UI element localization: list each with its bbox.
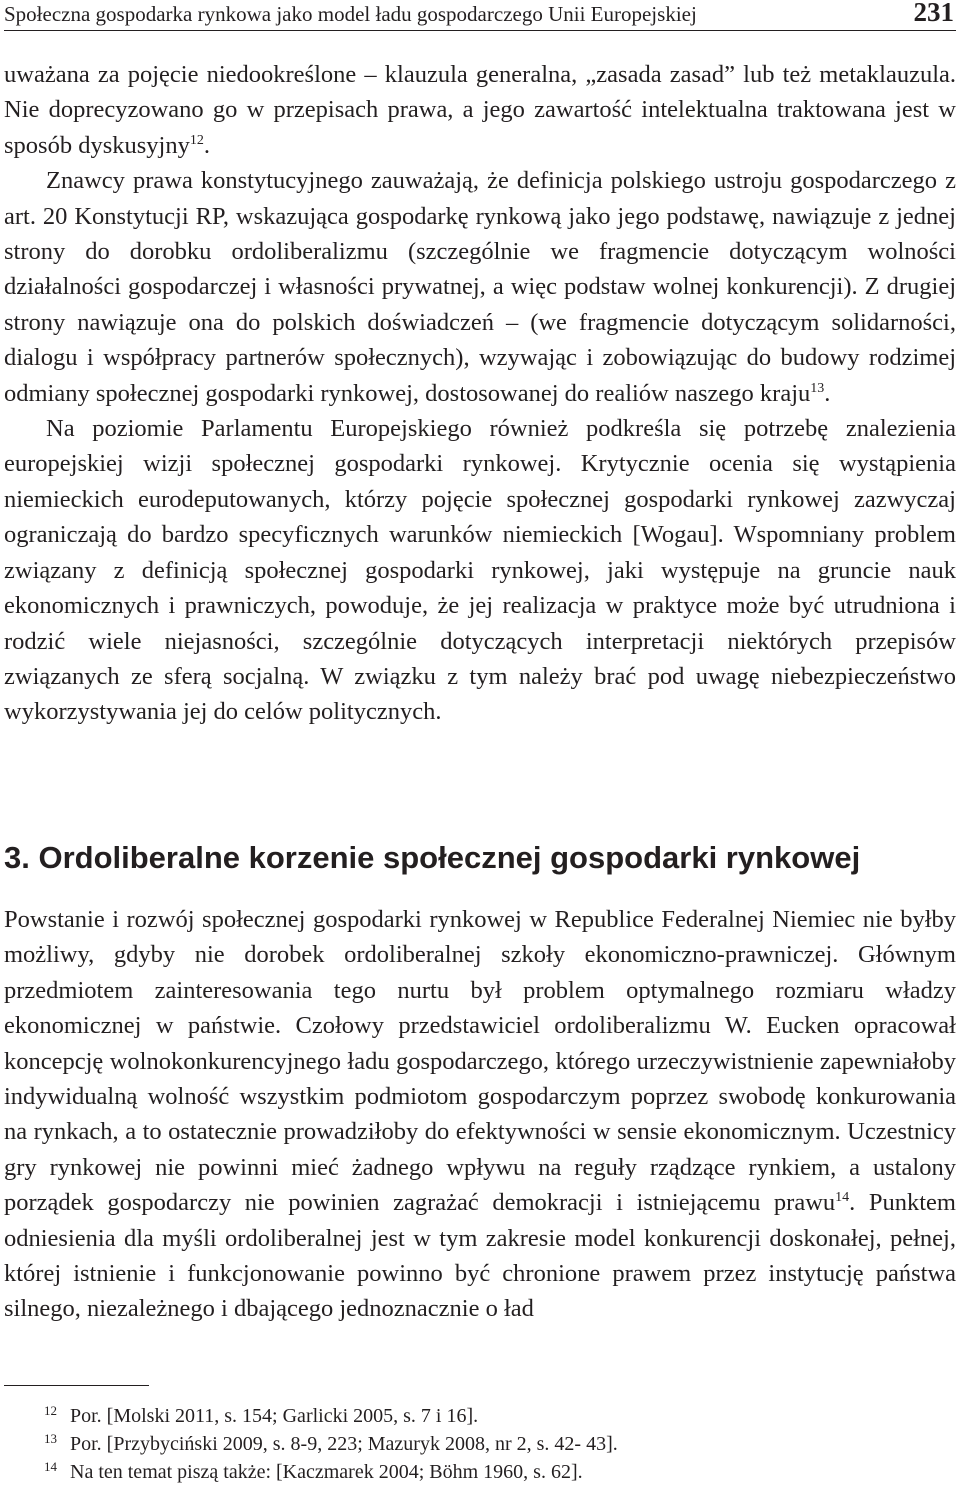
- footnote-text: Por. [Molski 2011, s. 154; Garlicki 2005, s. 7 i 16].: [70, 1405, 479, 1427]
- page-number: 231: [913, 0, 954, 27]
- footnote-ref-12[interactable]: 12: [189, 132, 204, 148]
- footnote-ref-13[interactable]: 13: [810, 380, 825, 396]
- section-heading: 3. Ordoliberalne korzenie społecznej gospodarki rynkowej: [4, 840, 861, 875]
- paragraph-2-text: Znawcy prawa konstytucyjnego zauważają, że definicja polskiego ustroju gospodarczego z art. 20 Konstytucji RP, wskazująca gospodarkę rynkową jako jego podstawę, nawiązuje z jednej strony do dorobku ordoliberalizmu (szczególnie we fragmencie dotyczącym wolności działalności gospodarczej i własności prywatnej, a więc podstaw wolnej konkurencji). Z drugiej strony nawiązuje ona do polskich doświadczeń – (we fragmencie dotyczącym solidarności, dialogu i współpracy partnerów społecznych), wzywając i zobowiązując do budowy rodzimej odmiany społecznej gospodarki rynkowej, dostosowanej do realiów naszego kraju: [4, 167, 956, 407]
- section-paragraph-continuation: . Punktem odniesienia dla myśli ordoliberalnej jest w tym zakresie model konkurencji doskonałej, pełnej, której istnienie i funkcjonowanie powinno być chronione prawem przez instytucję państwa silnego, niezależnego i dbającego jednoznacznie o ład: [4, 1189, 956, 1323]
- section-text: [4, 902, 956, 1327]
- section-paragraph: [4, 902, 956, 1327]
- footnote-number: 12: [44, 1403, 57, 1418]
- footnote-number: 14: [44, 1459, 57, 1474]
- footnote-12: [44, 1402, 944, 1430]
- running-header: [4, 0, 956, 31]
- section-paragraph-text: Powstanie i rozwój społecznej gospodarki rynkowej w Republice Federalnej Niemiec nie byłby możliwy, gdyby nie dorobek ordoliberalnej szkoły ekonomiczno-prawniczej. Głównym przedmiotem zainteresowania tego nurtu był problem optymalnego rozmiaru władzy ekonomicznej w państwie. Czołowy przedstawiciel ordoliberalizmu W. Eucken opracował koncepcję wolnokonkurencyjnego ładu gospodarczego, którego urzeczywistnienie zapewniałoby indywidualną wolność wszystkim podmiotom gospodarczym poprzez swobodę konkurowania na rynkach, a to ostatecznie prowadziłoby do efektywności w sensie ekonomicznym. Uczestnicy gry rynkowej nie powinni mieć żadnego wpływu na reguły rządzące rynkiem, a ustalony porządek gospodarczy nie powinien zagrażać demokracji i istniejącemu prawu: [4, 906, 956, 1217]
- paragraph-1: [4, 57, 956, 163]
- footnote-text: Na ten temat piszą także: [Kaczmarek 2004; Böhm 1960, s. 62].: [70, 1461, 583, 1483]
- paragraph-2-end: .: [824, 379, 831, 407]
- paragraph-3: Na poziomie Parlamentu Europejskiego również podkreśla się potrzebę znalezienia europejskiej wizji społecznej gospodarki rynkowej. Krytycznie ocenia się wystąpienia niemieckich eurodeputowanych, którzy pojęcie społecznej gospodarki rynkowej zazwyczaj ograniczają do bardzo specyficznych warunków niemieckich [Wogau]. Wspomniany problem związany z definicją społecznej gospodarki rynkowej, jaki występuje na gruncie nauk ekonomicznych i prawniczych, powoduje, że jej realizacja w praktyce może być utrudniona i rodzić wiele niejasności, szczególnie dotyczących interpretacji niektórych przepisów związanych ze sferą socjalną. W związku z tym należy brać pod uwagę niebezpieczeństwo wykorzystywania jej do celów politycznych.: [4, 415, 956, 726]
- footnote-text: Por. [Przybyciński 2009, s. 8-9, 223; Mazuryk 2008, nr 2, s. 42- 43].: [70, 1433, 618, 1455]
- body-text: [4, 57, 956, 730]
- footnote-ref-14[interactable]: 14: [835, 1190, 850, 1206]
- footnote-rule: [4, 1385, 149, 1386]
- footnote-number: 13: [44, 1431, 57, 1446]
- footnote-13: [44, 1430, 944, 1458]
- footnote-14: [44, 1458, 944, 1486]
- paragraph-1-end: .: [203, 131, 210, 159]
- paragraph-2: [4, 163, 956, 411]
- paragraph-1-text: uważana za pojęcie niedookreślone – klauzula generalna, „zasada zasad” lub też metaklauzula. Nie doprecyzowano go w przepisach prawa, a jego zawartość intelektualna traktowana jest w sposób dyskusyjny: [4, 61, 956, 159]
- footnotes: [44, 1402, 944, 1486]
- running-title: Społeczna gospodarka rynkowa jako model ładu gospodarczego Unii Europejskiej: [4, 2, 697, 26]
